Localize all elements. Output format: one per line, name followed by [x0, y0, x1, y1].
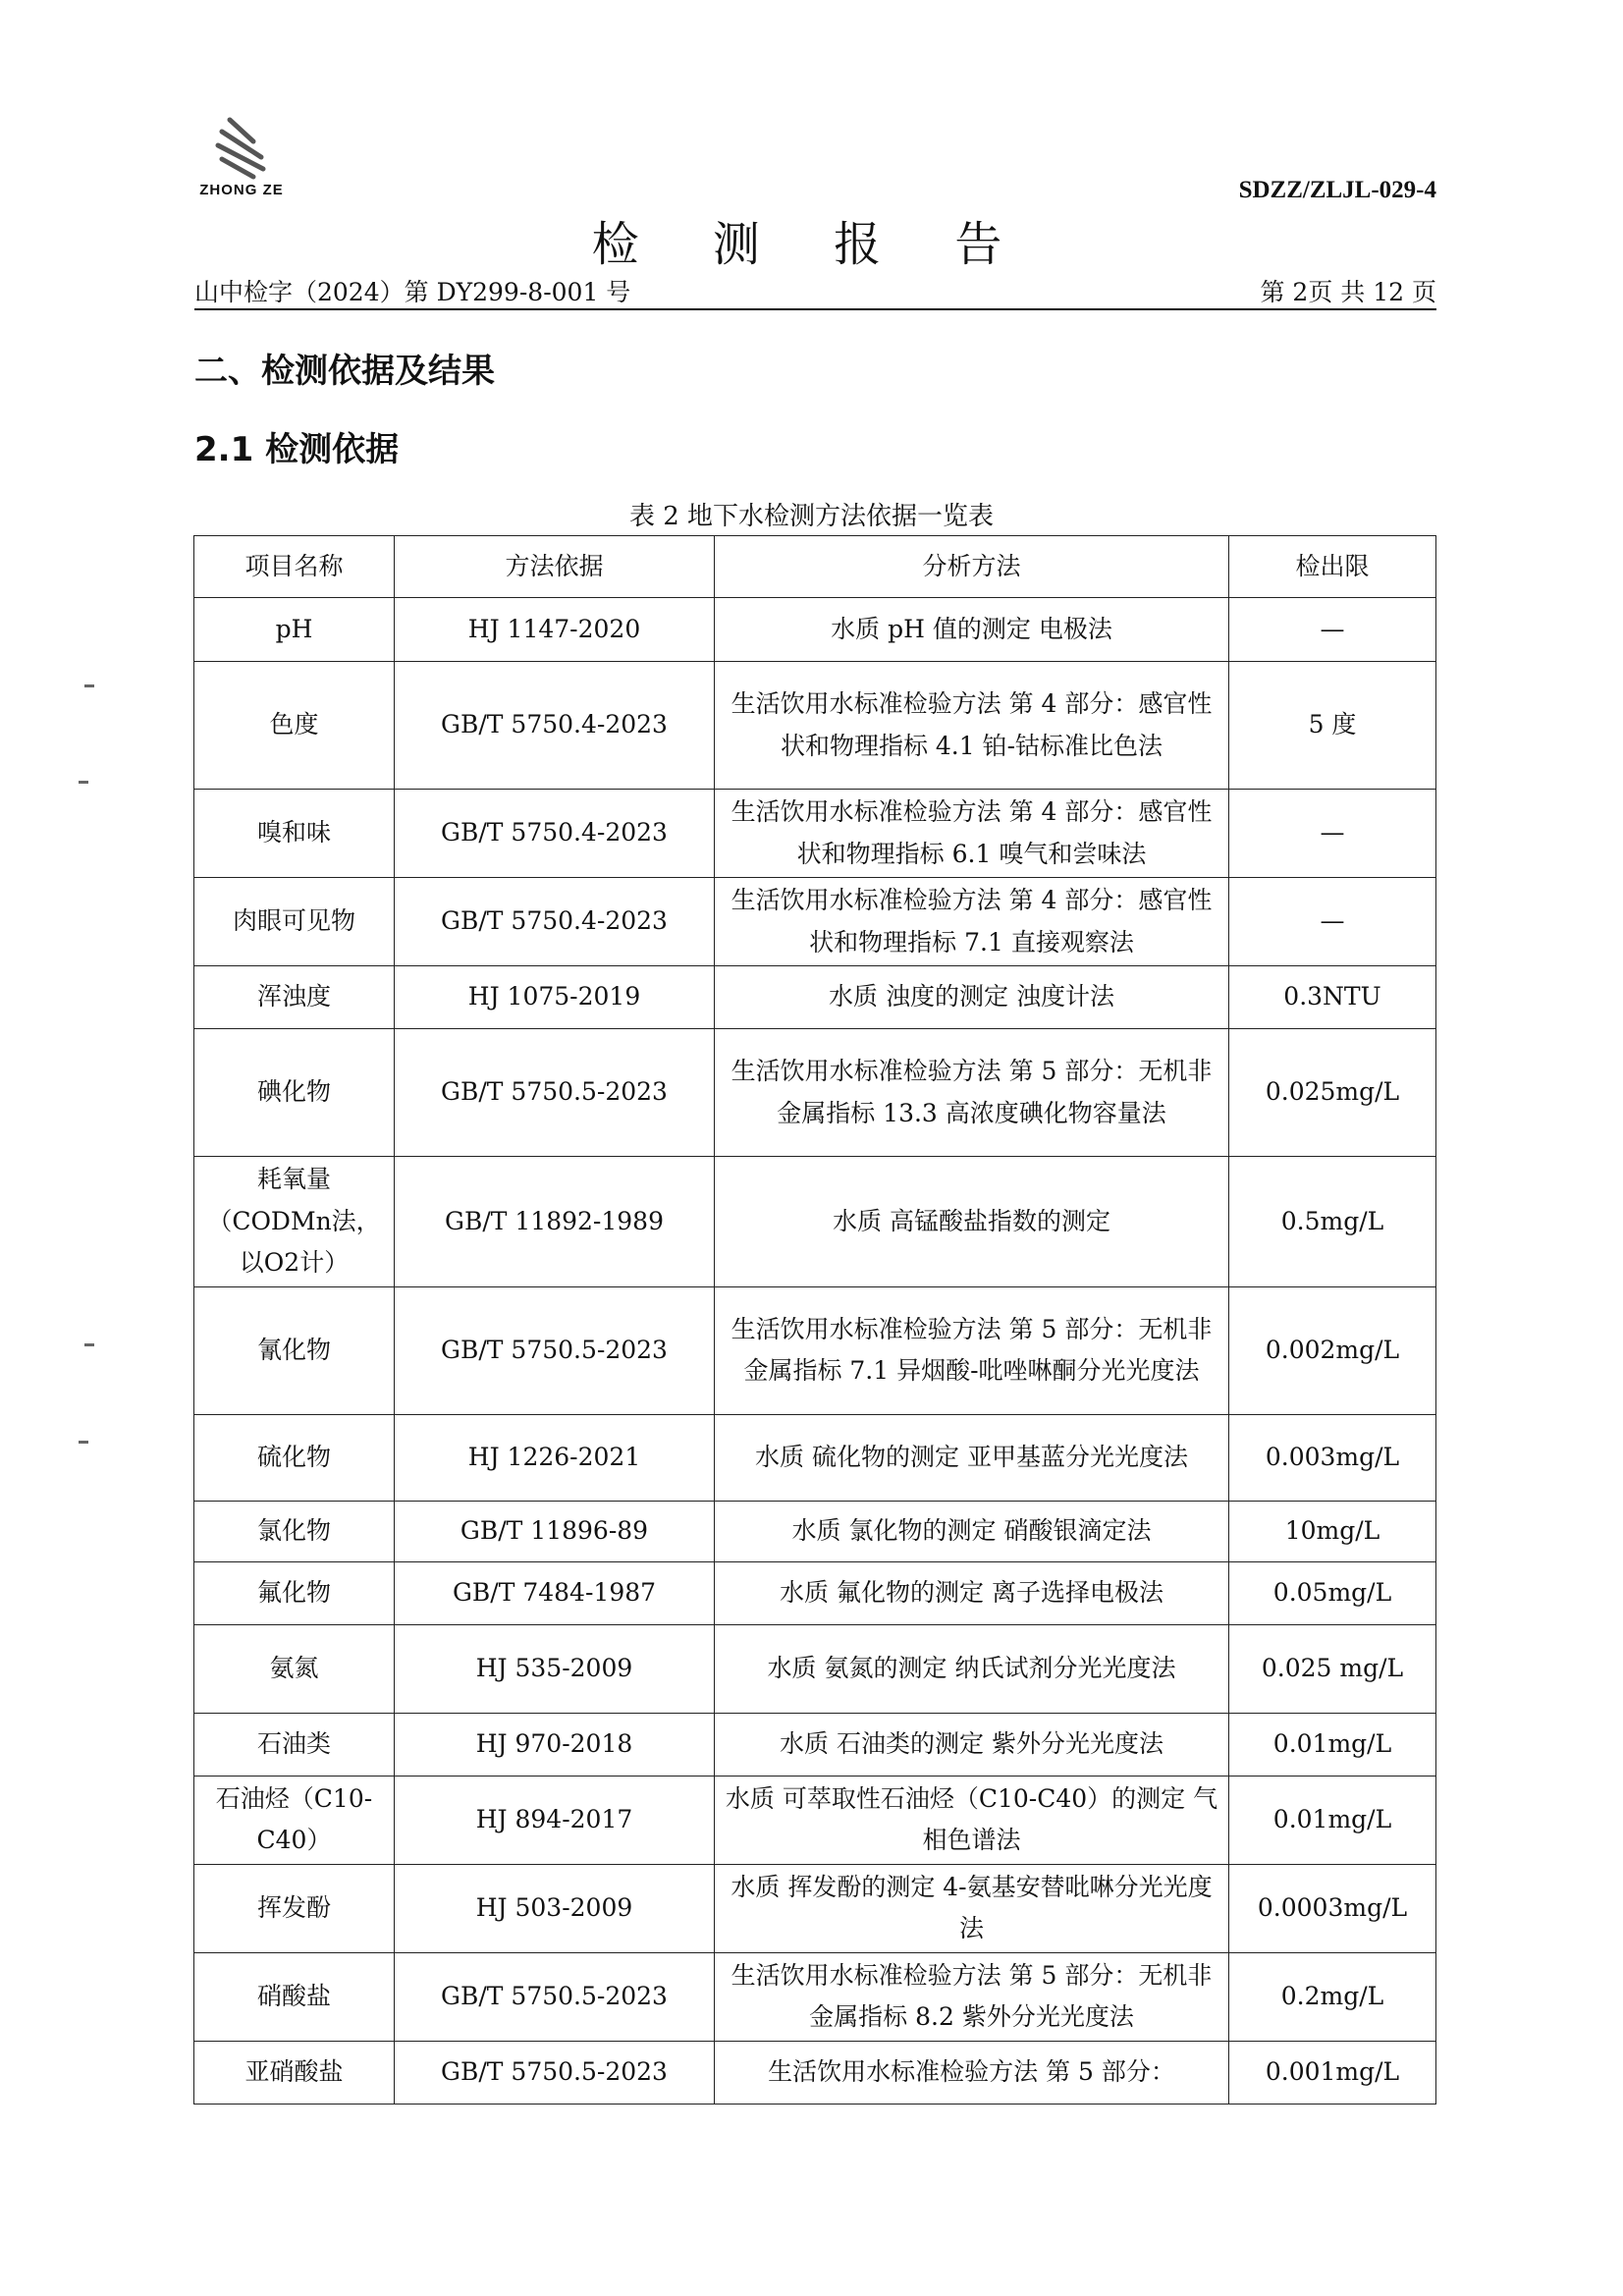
table-row: [194, 790, 1436, 878]
cell-limit: 0.5mg/L: [1229, 1157, 1436, 1287]
scan-mark: [79, 1441, 88, 1444]
methods-table: [193, 535, 1436, 2105]
table-row: [194, 966, 1436, 1029]
table-row: [194, 1501, 1436, 1561]
table-header-row: [194, 536, 1436, 598]
cell-name: 肉眼可见物: [194, 878, 395, 966]
table-row: [194, 1864, 1436, 1952]
cell-limit: —: [1229, 790, 1436, 878]
table-row: [194, 598, 1436, 662]
cell-method: 水质 挥发酚的测定 4-氨基安替吡啉分光光度法: [715, 1864, 1229, 1952]
cell-name: 色度: [194, 662, 395, 790]
cell-limit: 0.0003mg/L: [1229, 1864, 1436, 1952]
cell-standard: HJ 970-2018: [395, 1713, 715, 1776]
cell-limit: 10mg/L: [1229, 1501, 1436, 1561]
cell-method: 水质 pH 值的测定 电极法: [715, 598, 1229, 662]
cell-method: 水质 高锰酸盐指数的测定: [715, 1157, 1229, 1287]
cell-method: 水质 浊度的测定 浊度计法: [715, 966, 1229, 1029]
cell-method: 水质 可萃取性石油烃（C10-C40）的测定 气相色谱法: [715, 1776, 1229, 1864]
cell-name: 嗅和味: [194, 790, 395, 878]
cell-limit: —: [1229, 878, 1436, 966]
logo-text: ZHONG ZE: [199, 182, 284, 198]
cell-name: 氰化物: [194, 1286, 395, 1414]
cell-method: 水质 氟化物的测定 离子选择电极法: [715, 1561, 1229, 1624]
table-row: [194, 1952, 1436, 2041]
header-cell: 项目名称: [194, 536, 395, 598]
cell-standard: GB/T 5750.5-2023: [395, 1029, 715, 1157]
scan-mark: [84, 684, 94, 687]
cell-name: 氯化物: [194, 1501, 395, 1561]
table-row: [194, 1624, 1436, 1713]
cell-method: 水质 氯化物的测定 硝酸银滴定法: [715, 1501, 1229, 1561]
cell-name: 石油类: [194, 1713, 395, 1776]
section-heading: 二、检测依据及结果: [194, 352, 495, 391]
scan-mark: [84, 1343, 94, 1346]
page-title: 检 测 报 告: [591, 217, 1032, 272]
cell-name: 硫化物: [194, 1414, 395, 1501]
cell-standard: GB/T 5750.4-2023: [395, 878, 715, 966]
cell-name: 耗氧量（CODMn法，以O2计）: [194, 1157, 395, 1287]
cell-limit: 0.002mg/L: [1229, 1286, 1436, 1414]
cell-standard: GB/T 5750.4-2023: [395, 662, 715, 790]
cell-name: 亚硝酸盐: [194, 2041, 395, 2104]
cell-name: 挥发酚: [194, 1864, 395, 1952]
cell-standard: HJ 535-2009: [395, 1624, 715, 1713]
table-row: [194, 2041, 1436, 2104]
table-row: [194, 1157, 1436, 1287]
cell-method: 生活饮用水标准检验方法 第 4 部分：感官性状和物理指标 7.1 直接观察法: [715, 878, 1229, 966]
cell-limit: 5 度: [1229, 662, 1436, 790]
table-caption: 表 2 地下水检测方法依据一览表: [628, 502, 995, 531]
cell-standard: HJ 1147-2020: [395, 598, 715, 662]
cell-method: 生活饮用水标准检验方法 第 5 部分：无机非金属指标 7.1 异烟酸-吡唑啉酮分光光度法: [715, 1286, 1229, 1414]
cell-limit: 0.01mg/L: [1229, 1776, 1436, 1864]
cell-limit: 0.003mg/L: [1229, 1414, 1436, 1501]
subsection-heading: 2.1 检测依据: [194, 430, 400, 469]
page-info: 第 2页 共 12 页: [1260, 278, 1436, 306]
cell-name: 石油烃（C10-C40）: [194, 1776, 395, 1864]
cell-standard: HJ 1226-2021: [395, 1414, 715, 1501]
report-number: 山中检字（2024）第 DY299-8-001 号: [194, 278, 631, 306]
cell-standard: GB/T 7484-1987: [395, 1561, 715, 1624]
cell-name: 氟化物: [194, 1561, 395, 1624]
table-row: [194, 1713, 1436, 1776]
cell-standard: HJ 503-2009: [395, 1864, 715, 1952]
cell-limit: 0.01mg/L: [1229, 1713, 1436, 1776]
cell-name: 浑浊度: [194, 966, 395, 1029]
cell-name: 碘化物: [194, 1029, 395, 1157]
table-row: [194, 1286, 1436, 1414]
document-code: SDZZ/ZLJL-029-4: [1238, 177, 1436, 203]
cell-method: 生活饮用水标准检验方法 第 5 部分：无机非金属指标 13.3 高浓度碘化物容量法: [715, 1029, 1229, 1157]
cell-name: 氨氮: [194, 1624, 395, 1713]
cell-method: 生活饮用水标准检验方法 第 5 部分：无机非金属指标 8.2 紫外分光光度法: [715, 1952, 1229, 2041]
cell-standard: GB/T 11896-89: [395, 1501, 715, 1561]
header-cell: 分析方法: [715, 536, 1229, 598]
report-subheader: [194, 271, 1436, 310]
cell-method: 水质 石油类的测定 紫外分光光度法: [715, 1713, 1229, 1776]
table-row: [194, 662, 1436, 790]
cell-method: 水质 硫化物的测定 亚甲基蓝分光光度法: [715, 1414, 1229, 1501]
cell-standard: HJ 1075-2019: [395, 966, 715, 1029]
cell-limit: 0.025 mg/L: [1229, 1624, 1436, 1713]
cell-limit: 0.3NTU: [1229, 966, 1436, 1029]
cell-limit: —: [1229, 598, 1436, 662]
cell-standard: GB/T 11892-1989: [395, 1157, 715, 1287]
cell-limit: 0.05mg/L: [1229, 1561, 1436, 1624]
scan-mark: [79, 781, 88, 784]
table-row: [194, 1029, 1436, 1157]
cell-limit: 0.2mg/L: [1229, 1952, 1436, 2041]
cell-standard: GB/T 5750.4-2023: [395, 790, 715, 878]
table-row: [194, 1776, 1436, 1864]
header-cell: 检出限: [1229, 536, 1436, 598]
table-row: [194, 878, 1436, 966]
cell-standard: GB/T 5750.5-2023: [395, 1952, 715, 2041]
cell-method: 生活饮用水标准检验方法 第 4 部分：感官性状和物理指标 4.1 铂-钴标准比色法: [715, 662, 1229, 790]
cell-name: pH: [194, 598, 395, 662]
table-row: [194, 1561, 1436, 1624]
cell-standard: GB/T 5750.5-2023: [395, 2041, 715, 2104]
cell-standard: GB/T 5750.5-2023: [395, 1286, 715, 1414]
cell-method: 生活饮用水标准检验方法 第 4 部分：感官性状和物理指标 6.1 嗅气和尝味法: [715, 790, 1229, 878]
cell-standard: HJ 894-2017: [395, 1776, 715, 1864]
cell-name: 硝酸盐: [194, 1952, 395, 2041]
table-row: [194, 1414, 1436, 1501]
cell-limit: 0.001mg/L: [1229, 2041, 1436, 2104]
cell-method: 生活饮用水标准检验方法 第 5 部分：: [715, 2041, 1229, 2104]
cell-method: 水质 氨氮的测定 纳氏试剂分光光度法: [715, 1624, 1229, 1713]
header-cell: 方法依据: [395, 536, 715, 598]
cell-limit: 0.025mg/L: [1229, 1029, 1436, 1157]
